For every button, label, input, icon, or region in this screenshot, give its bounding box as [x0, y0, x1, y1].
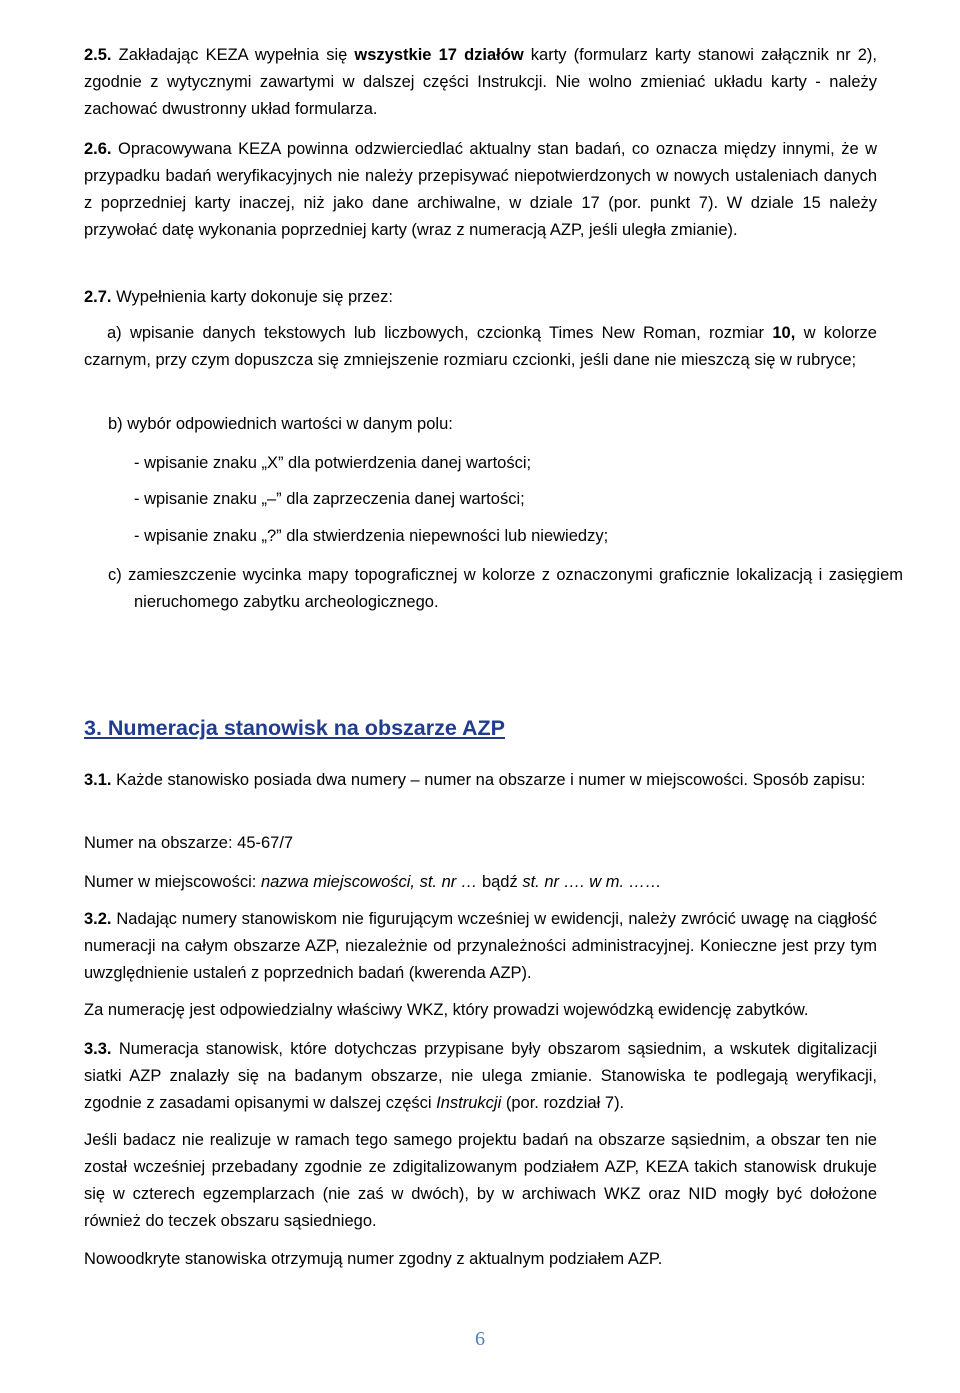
item-a: [84, 320, 877, 374]
page-number: 6: [475, 1328, 485, 1350]
paragraph-3-3-note: Jeśli badacz nie realizuje w ramach tego samego projektu badań na obszarze sąsiednim, a obszar ten nie został wcześniej przebadany zgodnie ze zdigitalizowanym podziałem AZP, KEZA takich stanowisk drukuje się w czterech egzemplarzach (nie zaś w dwóch), by w archiwach WKZ oraz NID mogły być dołożone również do teczek obszaru sąsiedniego.: [84, 1131, 877, 1230]
bold-text: wszystkie 17 działów: [354, 46, 524, 64]
item-c: c) zamieszczenie wycinka mapy topograficznej w kolorze z oznaczonymi graficznie lokalizacją i zasięgiem nieruchomego zabytku archeologicznego.: [108, 566, 903, 611]
section-number: 3.3.: [84, 1040, 112, 1058]
text: Instrukcji: [477, 73, 543, 91]
dash-item-3: - wpisanie znaku „?” dla stwierdzenia niepewności lub niewiedzy;: [134, 527, 609, 545]
paragraph-3-1: [84, 767, 877, 794]
dash-item-2: - wpisanie znaku „–” dla zaprzeczenia danej wartości;: [134, 490, 525, 508]
text: . Nie wolno zmieniać układu karty - należy zachować dwustronny układ formularza.: [84, 73, 877, 118]
section-number: 2.5.: [84, 46, 112, 64]
text: Zakładając KEZA wypełnia się: [111, 46, 355, 64]
dash-item-1: - wpisanie znaku „X” dla potwierdzenia danej wartości;: [134, 454, 532, 472]
text: Numer w miejscowości:: [84, 873, 261, 891]
text: Nadając numery stanowiskom nie figurującym wcześniej w ewidencji, należy zwrócić uwagę na ciągłość numeracji na całym obszarze AZP, niezależnie od przynależności administracyjnej. Konieczne jest przy tym uwzględnienie ustaleń z poprzednich badań (kwerenda AZP).: [84, 910, 877, 982]
paragraph-3-2: [84, 906, 877, 987]
italic-text: st. nr …. w m. ……: [522, 873, 662, 891]
paragraph-2-6: [84, 136, 877, 244]
text: Każde stanowisko posiada dwa numery – numer na obszarze i numer w miejscowości. Sposób zapisu:: [111, 771, 866, 789]
paragraph-3-2-note: Za numerację jest odpowiedzialny właściwy WKZ, który prowadzi wojewódzką ewidencję zabytków.: [84, 1001, 809, 1019]
section-heading: [84, 716, 505, 741]
bold-text: 10,: [772, 324, 796, 342]
section-number: 3.1.: [84, 771, 112, 789]
example-area-number: Numer na obszarze: 45-67/7: [84, 834, 294, 852]
paragraph-2-5: [84, 42, 877, 123]
italic-text: Instrukcji: [436, 1094, 502, 1112]
item-b: b) wybór odpowiednich wartości w danym polu:: [108, 415, 453, 433]
text: Numeracja stanowisk, które dotychczas przypisane były obszarom sąsiednim, a wskutek digitalizacji siatki AZP znalazły się na badanym obszarze, nie ulega zmianie. Stanowiska te podlegają weryfikacji, zgodnie z zasadami opisanymi w dalszej części: [84, 1040, 877, 1112]
paragraph-2-7: [84, 284, 877, 311]
text: Wypełnienia karty dokonuje się przez:: [111, 288, 393, 306]
text: a) wpisanie danych tekstowych lub liczbowych, czcionką Times New Roman, rozmiar: [107, 324, 773, 342]
text: bądź: [477, 873, 523, 891]
italic-text: nazwa miejscowości, st. nr …: [260, 873, 478, 891]
paragraph-3-3: [84, 1036, 877, 1117]
section-number: 2.6.: [84, 140, 112, 158]
text: w kolorze czarnym, przy czym dopuszcza się zmniejszenie rozmiaru czcionki, jeśli dane nie mieszczą się w rubryce;: [84, 324, 877, 369]
text: Opracowywana KEZA powinna odzwierciedlać aktualny stan badań, co oznacza między innymi, że w przypadku badań weryfikacyjnych nie należy przepisywać niepotwierdzonych w nowych ustaleniach danych z poprzedniej karty inaczej, niż jako dane archiwalne, w dziale 17 (por. punkt 7). W dziale 15 należy przywołać datę wykonania poprzedniej karty (wraz z numeracją AZP, jeśli uległa zmianie).: [84, 140, 877, 239]
paragraph-3-3-final: Nowoodkryte stanowiska otrzymują numer zgodny z aktualnym podziałem AZP.: [84, 1250, 663, 1268]
example-locality-number: [84, 869, 877, 896]
section-number: 3.2.: [84, 910, 112, 928]
text: karty (formularz karty stanowi załącznik nr 2), zgodnie z wytycznymi zawartymi w dalszej części: [84, 46, 878, 91]
text: (por. rozdział 7).: [501, 1094, 625, 1112]
section-number: 2.7.: [84, 288, 112, 306]
heading-link[interactable]: 3. Numeracja stanowisk na obszarze AZP: [84, 716, 505, 740]
